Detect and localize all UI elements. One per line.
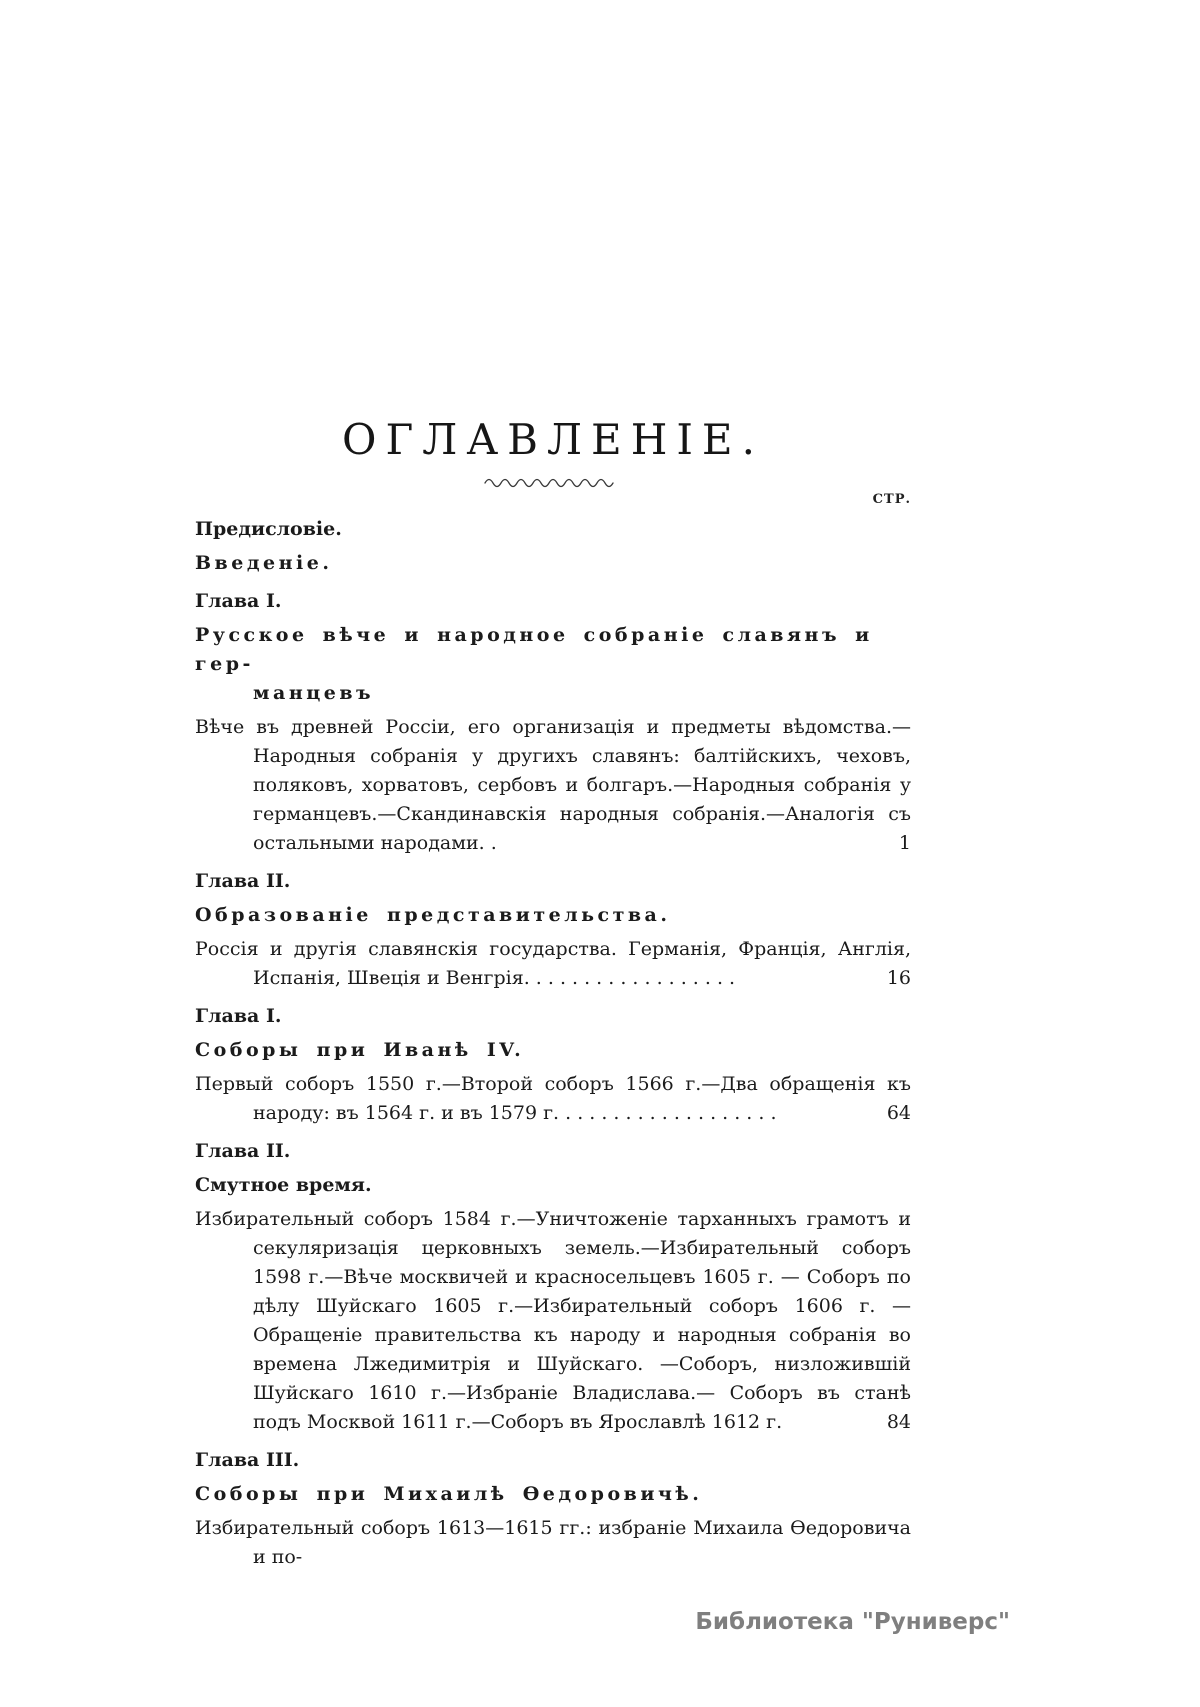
toc-entry-paragraph [195,1205,911,1437]
library-watermark: Библиотека "Руниверс" [695,1609,1010,1635]
toc [195,515,911,1572]
toc-entry-line: манцевъ [253,682,375,704]
toc-page-number: 16 [886,967,911,989]
toc-entry-text: Соборы при Михаилѣ Ѳедоровичѣ. [195,1483,703,1505]
toc-entry-spaced [195,1036,911,1065]
page-title: ОГЛАВЛЕНІЕ. [342,415,764,464]
divider-ornament-icon [483,476,623,488]
toc-entry-paragraph [195,1070,911,1128]
toc-entry-spaced [195,1480,911,1509]
page-content [195,0,911,1572]
toc-entry-spaced [195,901,911,930]
toc-entry-heading [195,515,911,544]
toc-entry-heading [195,1171,911,1200]
toc-page-number: 84 [886,1411,911,1433]
toc-entry-text: Глава I. [195,590,282,612]
toc-entry-text: Образованіе представительства. [195,904,671,926]
toc-entry-spaced-title [195,621,911,708]
toc-entry-paragraph [195,1514,911,1572]
toc-entry-chapter [195,1002,911,1031]
toc-entry-text: Глава II. [195,1140,291,1162]
toc-page-number: 1 [898,832,911,854]
toc-entry-text: Введеніе. [195,552,333,574]
toc-entry-text: Вѣче въ древней Россіи, его организація и предметы вѣдомства.—Народныя собранія у другихъ славянъ: балтійскихъ, чеховъ, поляковъ, хорватовъ, сербовъ и болгаръ.—Народныя собранія у германцевъ.—Скандинавскія народныя собранія.—Аналогія съ остальными народами. . [195,716,911,854]
toc-entry-text: Глава III. [195,1449,300,1471]
toc-entry-text: Глава II. [195,870,291,892]
toc-entry-paragraph [195,713,911,858]
toc-entry-text: Соборы при Иванѣ IV. [195,1039,525,1061]
toc-entry-text: Россія и другія славянскія государства. Германія, Франція, Англія, Испанія, Швеція и Венгрія. . . . . . . . . . . . . . . . . . [195,938,911,989]
toc-page-number: 64 [886,1102,911,1124]
toc-entry-text: Предисловіе. [195,518,342,540]
toc-entry-text: Глава I. [195,1005,282,1027]
toc-entry-text: Избирательный соборъ 1613—1615 гг.: избраніе Михаила Ѳедоровича и по- [195,1517,911,1568]
toc-entry-chapter [195,1137,911,1166]
toc-entry-chapter [195,1446,911,1475]
toc-entry-text: Первый соборъ 1550 г.—Второй соборъ 1566 г.—Два обращенія къ народу: въ 1564 г. и въ 1579 г. . . . . . . . . . . . . . . . . . . [195,1073,911,1124]
toc-entry-chapter [195,867,911,896]
toc-entry-text: Смутное время. [195,1174,372,1196]
page-column-header: СТР. [872,492,911,507]
toc-entry-chapter [195,587,911,616]
toc-entry-paragraph [195,935,911,993]
toc-entry-text: Избирательный соборъ 1584 г.—Уничтоженіе тарханныхъ грамотъ и секуляризація церковныхъ земель.—Избирательный соборъ 1598 г.—Вѣче москвичей и красносельцевъ 1605 г. — Соборъ по дѣлу Шуйскаго 1605 г.—Избирательный соборъ 1606 г. — Обращеніе правительства къ народу и народныя собранія во времена Лжедимитрія и Шуйскаго. —Соборъ, низложившій Шуйскаго 1610 г.—Избраніе Владислава.— Соборъ въ станѣ подъ Москвой 1611 г.—Соборъ въ Ярославлѣ 1612 г. [195,1208,911,1433]
toc-entry-spaced [195,549,911,578]
toc-entry-line: Русское вѣче и народное собраніе славянъ и гер- [195,624,873,675]
